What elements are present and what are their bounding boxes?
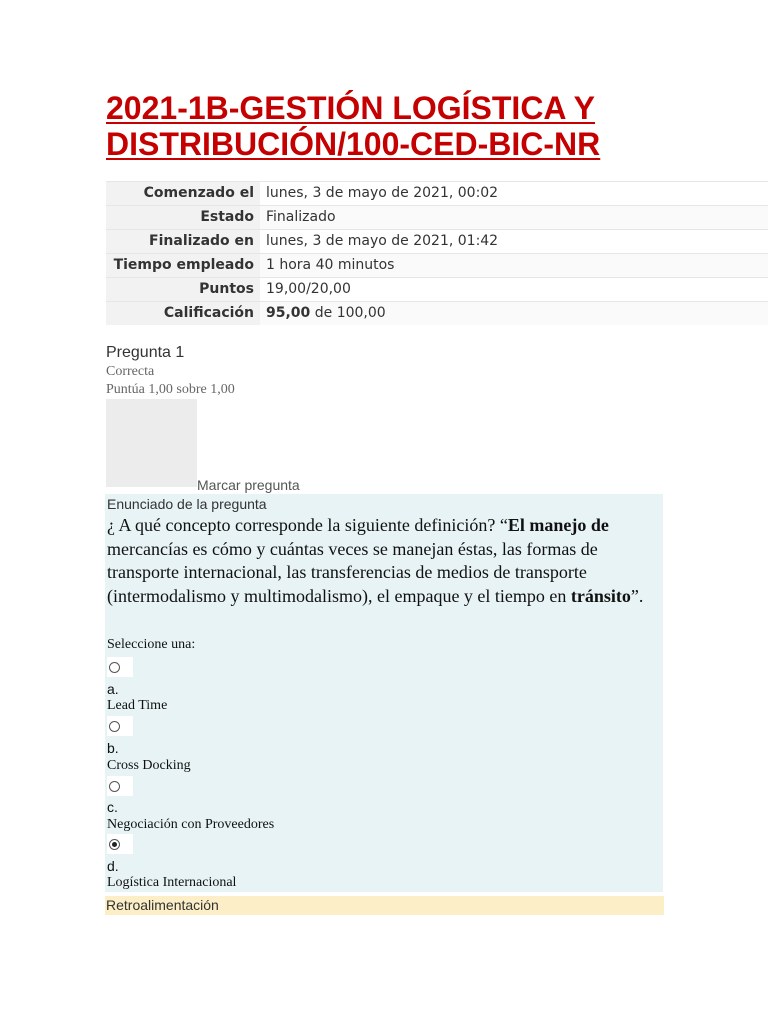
summary-value: lunes, 3 de mayo de 2021, 00:02 [260,182,768,206]
question-text-part: ¿ A qué concepto corresponde la siguiente definición? “ [107,515,508,535]
summary-label: Finalizado en [106,230,260,254]
summary-row [106,254,768,278]
option-label[interactable]: Lead Time [107,698,168,713]
summary-row [106,182,768,206]
option-label[interactable]: Cross Docking [107,758,191,773]
radio-icon[interactable] [109,662,120,673]
summary-value [260,302,768,326]
summary-row [106,302,768,326]
summary-label: Puntos [106,278,260,302]
question-text-part: mercancías es cómo y cuántas veces se manejan éstas, las formas de transporte internacional, las transferencias de medios de transporte (intermodalismo y multimodalismo), el empaque y el tiempo en [107,538,598,606]
answer-prompt: Seleccione una: [107,637,196,652]
summary-value: lunes, 3 de mayo de 2021, 01:42 [260,230,768,254]
grade-max: de 100,00 [310,305,386,321]
summary-row [106,278,768,302]
question-text-part: ”. [630,585,644,606]
question-grade: Puntúa 1,00 sobre 1,00 [106,382,235,397]
question-state: Correcta [106,364,155,379]
summary-row [106,230,768,254]
answer-option-d[interactable] [107,834,133,854]
option-letter: b. [107,740,119,756]
option-label[interactable]: Negociación con Proveedores [107,817,275,832]
radio-icon[interactable] [109,781,120,792]
summary-value: Finalizado [260,206,768,230]
grade-value: 95,00 [266,305,311,321]
flag-image-placeholder[interactable] [106,399,197,487]
summary-label: Calificación [106,302,260,326]
option-letter: c. [107,799,118,815]
course-title-link[interactable]: 2021-1B-GESTIÓN LOGÍSTICA Y DISTRIBUCIÓN/100-CED-BIC-NR [106,90,601,162]
summary-value: 1 hora 40 minutos [260,254,768,278]
option-label[interactable]: Logística Internacional [107,875,237,890]
answer-option-b[interactable] [107,716,133,736]
feedback-heading: Retroalimentación [106,897,219,913]
option-letter: d. [107,858,119,874]
question-heading: Enunciado de la pregunta [107,496,267,512]
radio-icon[interactable] [109,721,120,732]
radio-selected-icon[interactable] [109,839,120,850]
question-text [107,514,663,608]
answer-option-a[interactable] [107,657,133,677]
feedback-section [105,896,664,915]
option-letter: a. [107,681,119,697]
question-number: Pregunta 1 [106,344,185,361]
summary-label: Comenzado el [106,182,260,206]
answer-option-c[interactable] [107,776,133,796]
summary-label: Tiempo empleado [106,254,260,278]
summary-label: Estado [106,206,260,230]
flag-question-link[interactable]: Marcar pregunta [197,477,300,493]
question-panel [105,494,663,892]
summary-row [106,206,768,230]
question-text-bold: El manejo de [507,515,609,535]
attempt-summary-table [106,181,768,325]
summary-value: 19,00/20,00 [260,278,768,302]
question-text-bold: tránsito [570,585,631,606]
